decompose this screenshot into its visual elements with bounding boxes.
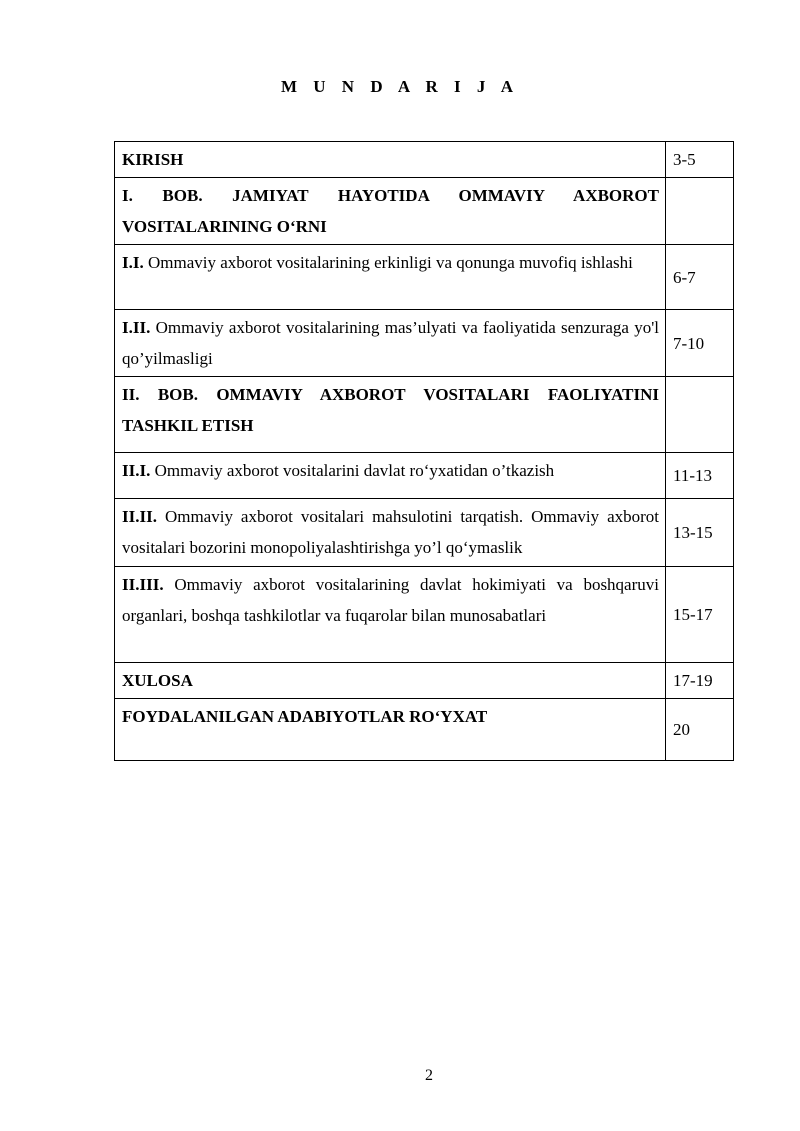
toc-page-range [666,178,734,245]
toc-page-range: 11-13 [666,453,734,499]
toc-entry-label: II.II. [122,507,157,526]
toc-entry [115,142,666,178]
table-row [115,245,734,310]
toc-entry [115,699,666,761]
toc-entry [115,310,666,377]
toc-entry-text: Ommaviy axborot vositalarining mas’ulyati va faoliyatida senzuraga yo'l qo’yilmasligi [122,318,659,368]
toc-entry-label: I. BOB. JAMIYAT HAYOTIDA OMMAVIY AXBOROT VOSITALARINING O‘RNI [122,186,659,236]
toc-entry-label: II. BOB. OMMAVIY AXBOROT VOSITALARI FAOLIYATINI TASHKIL ETISH [122,385,659,435]
toc-page-range: 13-15 [666,499,734,567]
table-row [115,499,734,567]
toc-page-range: 20 [666,699,734,761]
toc-entry-text: Ommaviy axborot vositalarining erkinligi va qonunga muvofiq ishlashi [143,253,633,272]
toc-page-range: 3-5 [666,142,734,178]
toc-entry-label: I.I. [122,253,144,272]
toc-entry [115,178,666,245]
toc-entry [115,453,666,499]
toc-entry [115,377,666,453]
toc-entry [115,245,666,310]
toc-entry-label: XULOSA [122,671,193,690]
table-of-contents [114,141,734,761]
toc-entry-text: Ommaviy axborot vositalari mahsulotini tarqatish. Ommaviy axborot vositalari bozorini monopoliyalashtirishga yo’l qo‘ymaslik [122,507,659,557]
toc-entry-label: II.I. [122,461,151,480]
page-number: 2 [425,1067,433,1084]
table-row [115,142,734,178]
toc-entry [115,663,666,699]
table-row [115,377,734,453]
table-row [115,178,734,245]
toc-entry-label: KIRISH [122,150,184,169]
table-row [115,567,734,663]
table-row [115,663,734,699]
table-row [115,310,734,377]
toc-page-range: 17-19 [666,663,734,699]
toc-entry-label: FOYDALANILGAN ADABIYOTLAR RO‘YXAT [122,707,488,726]
toc-page-range [666,377,734,453]
page-title: M U N D A R I J A [280,77,519,96]
toc-entry [115,499,666,567]
toc-entry-text: Ommaviy axborot vositalarini davlat ro‘yxatidan o’tkazish [150,461,555,480]
table-row [115,453,734,499]
toc-page-range: 7-10 [666,310,734,377]
toc-page-range: 6-7 [666,245,734,310]
table-row [115,699,734,761]
toc-entry [115,567,666,663]
toc-entry-text: Ommaviy axborot vositalarining davlat hokimiyati va boshqaruvi organlari, boshqa tashkilotlar va fuqarolar bilan munosabatlari [122,575,659,625]
toc-entry-label: II.III. [122,575,164,594]
toc-page-range: 15-17 [666,567,734,663]
toc-entry-label: I.II. [122,318,151,337]
